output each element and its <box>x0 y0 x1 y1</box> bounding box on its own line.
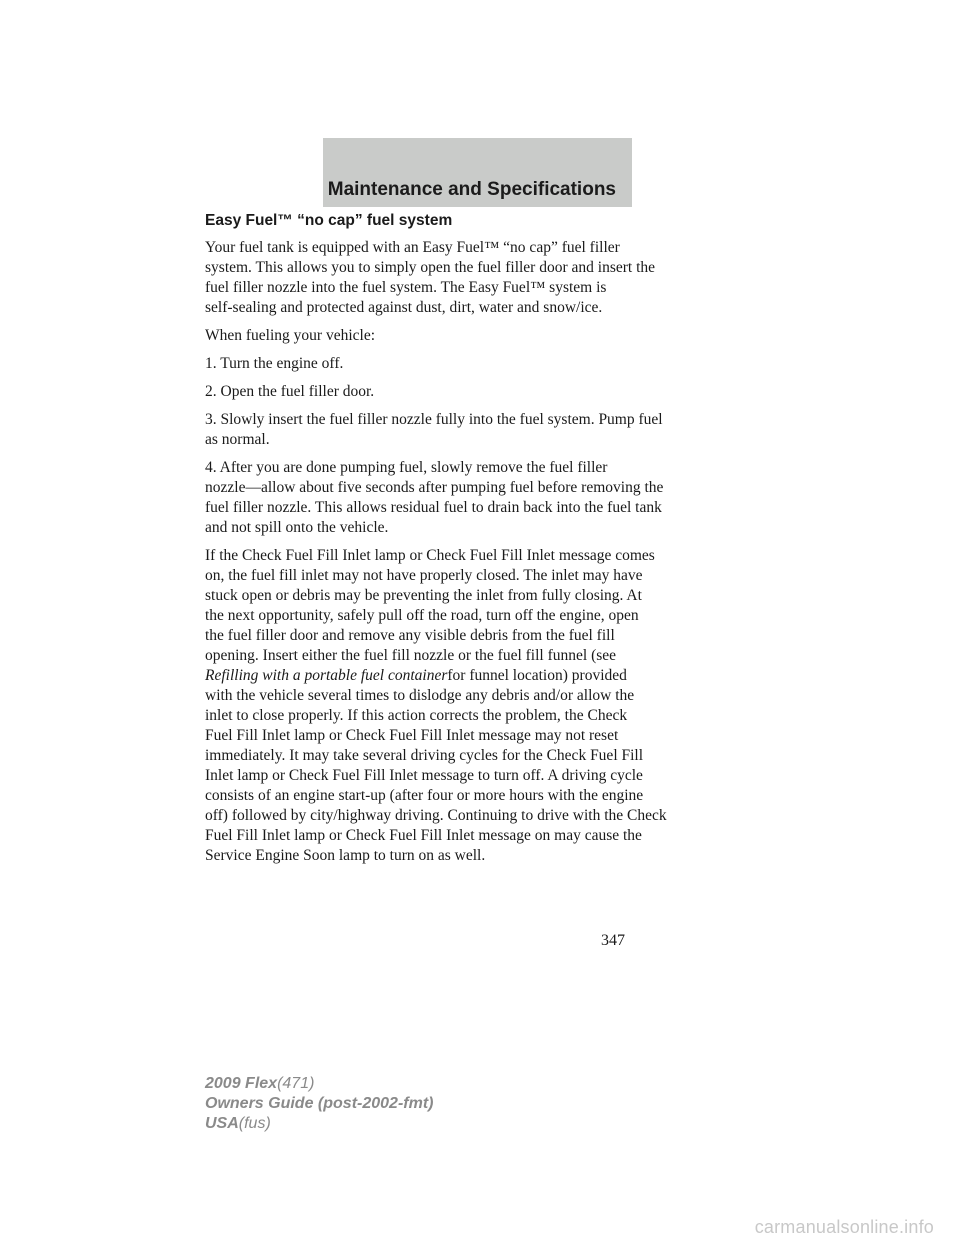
check-fuel-inlet-paragraph <box>205 546 667 866</box>
section-heading: Easy Fuel™ “no cap” fuel system <box>205 212 453 229</box>
footer-line <box>205 1114 433 1134</box>
footer-model: 2009 Flex <box>205 1075 278 1092</box>
text-line: Fuel Fill Inlet lamp or Check Fuel Fill Inlet message on may cause the <box>205 827 642 844</box>
section-header-title: Maintenance and Specifications <box>327 179 616 200</box>
page-number: 347 <box>601 932 625 949</box>
text-line: stuck open or debris may be preventing the inlet from fully closing. At <box>205 587 642 604</box>
section-header-band <box>323 138 632 207</box>
text-line: fuel filler nozzle. This allows residual fuel to drain back into the fuel tank <box>205 499 662 516</box>
text-line: Your fuel tank is equipped with an Easy Fuel™ “no cap” fuel filler <box>205 239 620 256</box>
text-line: and not spill onto the vehicle. <box>205 519 389 536</box>
text-line: Inlet lamp or Check Fuel Fill Inlet message to turn off. A driving cycle <box>205 767 643 784</box>
step-2: 2. Open the fuel filler door. <box>205 383 375 400</box>
text-line: off) followed by city/highway driving. Continuing to drive with the Check <box>205 807 667 824</box>
text-line: with the vehicle several times to dislodge any debris and/or allow the <box>205 687 635 704</box>
text-line: nozzle—allow about five seconds after pumping fuel before removing the <box>205 479 664 496</box>
footer-guide: Owners Guide (post-2002-fmt) <box>205 1095 434 1112</box>
text-line: self-sealing and protected against dust, dirt, water and snow/ice. <box>205 299 603 316</box>
text-line: 3. Slowly insert the fuel filler nozzle fully into the fuel system. Pump fuel <box>205 411 663 428</box>
cross-reference-link[interactable]: Refilling with a portable fuel container <box>205 667 448 684</box>
footer-market: USA <box>205 1115 239 1132</box>
text-line: inlet to close properly. If this action corrects the problem, the Check <box>205 707 628 724</box>
footer-code: (471) <box>277 1075 315 1092</box>
text-line <box>205 666 635 686</box>
text-line: 4. After you are done pumping fuel, slowly remove the fuel filler <box>205 459 608 476</box>
text-line: immediately. It may take several driving cycles for the Check Fuel Fill <box>205 747 644 764</box>
text-line: fuel filler nozzle into the fuel system. The Easy Fuel™ system is <box>205 279 607 296</box>
when-fueling-paragraph: When fueling your vehicle: <box>205 327 376 344</box>
watermark-logo: carmanualsonline.info <box>754 1217 934 1237</box>
text-line: the fuel filler door and remove any visible debris from the fuel fill <box>205 627 615 644</box>
footer-line <box>205 1074 433 1094</box>
step-3 <box>205 410 663 450</box>
text-line: Fuel Fill Inlet lamp or Check Fuel Fill Inlet message may not reset <box>205 727 619 744</box>
text-line: If the Check Fuel Fill Inlet lamp or Check Fuel Fill Inlet message comes <box>205 547 655 564</box>
text-line: as normal. <box>205 431 270 448</box>
text-line: Service Engine Soon lamp to turn on as well. <box>205 847 486 864</box>
text-line: the next opportunity, safely pull off the road, turn off the engine, open <box>205 607 639 624</box>
page-content <box>205 211 667 874</box>
footer-code: (fus) <box>238 1115 271 1132</box>
text-line: opening. Insert either the fuel fill nozzle or the fuel fill funnel (see <box>205 647 617 664</box>
text-line: consists of an engine start-up (after four or more hours with the engine <box>205 787 644 804</box>
text-fragment: for funnel location) provided <box>447 667 627 684</box>
text-line: system. This allows you to simply open the fuel filler door and insert the <box>205 259 656 276</box>
document-footer <box>205 1074 433 1134</box>
step-1: 1. Turn the engine off. <box>205 355 344 372</box>
step-4 <box>205 458 664 538</box>
text-line: on, the fuel fill inlet may not have properly closed. The inlet may have <box>205 567 643 584</box>
intro-paragraph <box>205 238 656 318</box>
